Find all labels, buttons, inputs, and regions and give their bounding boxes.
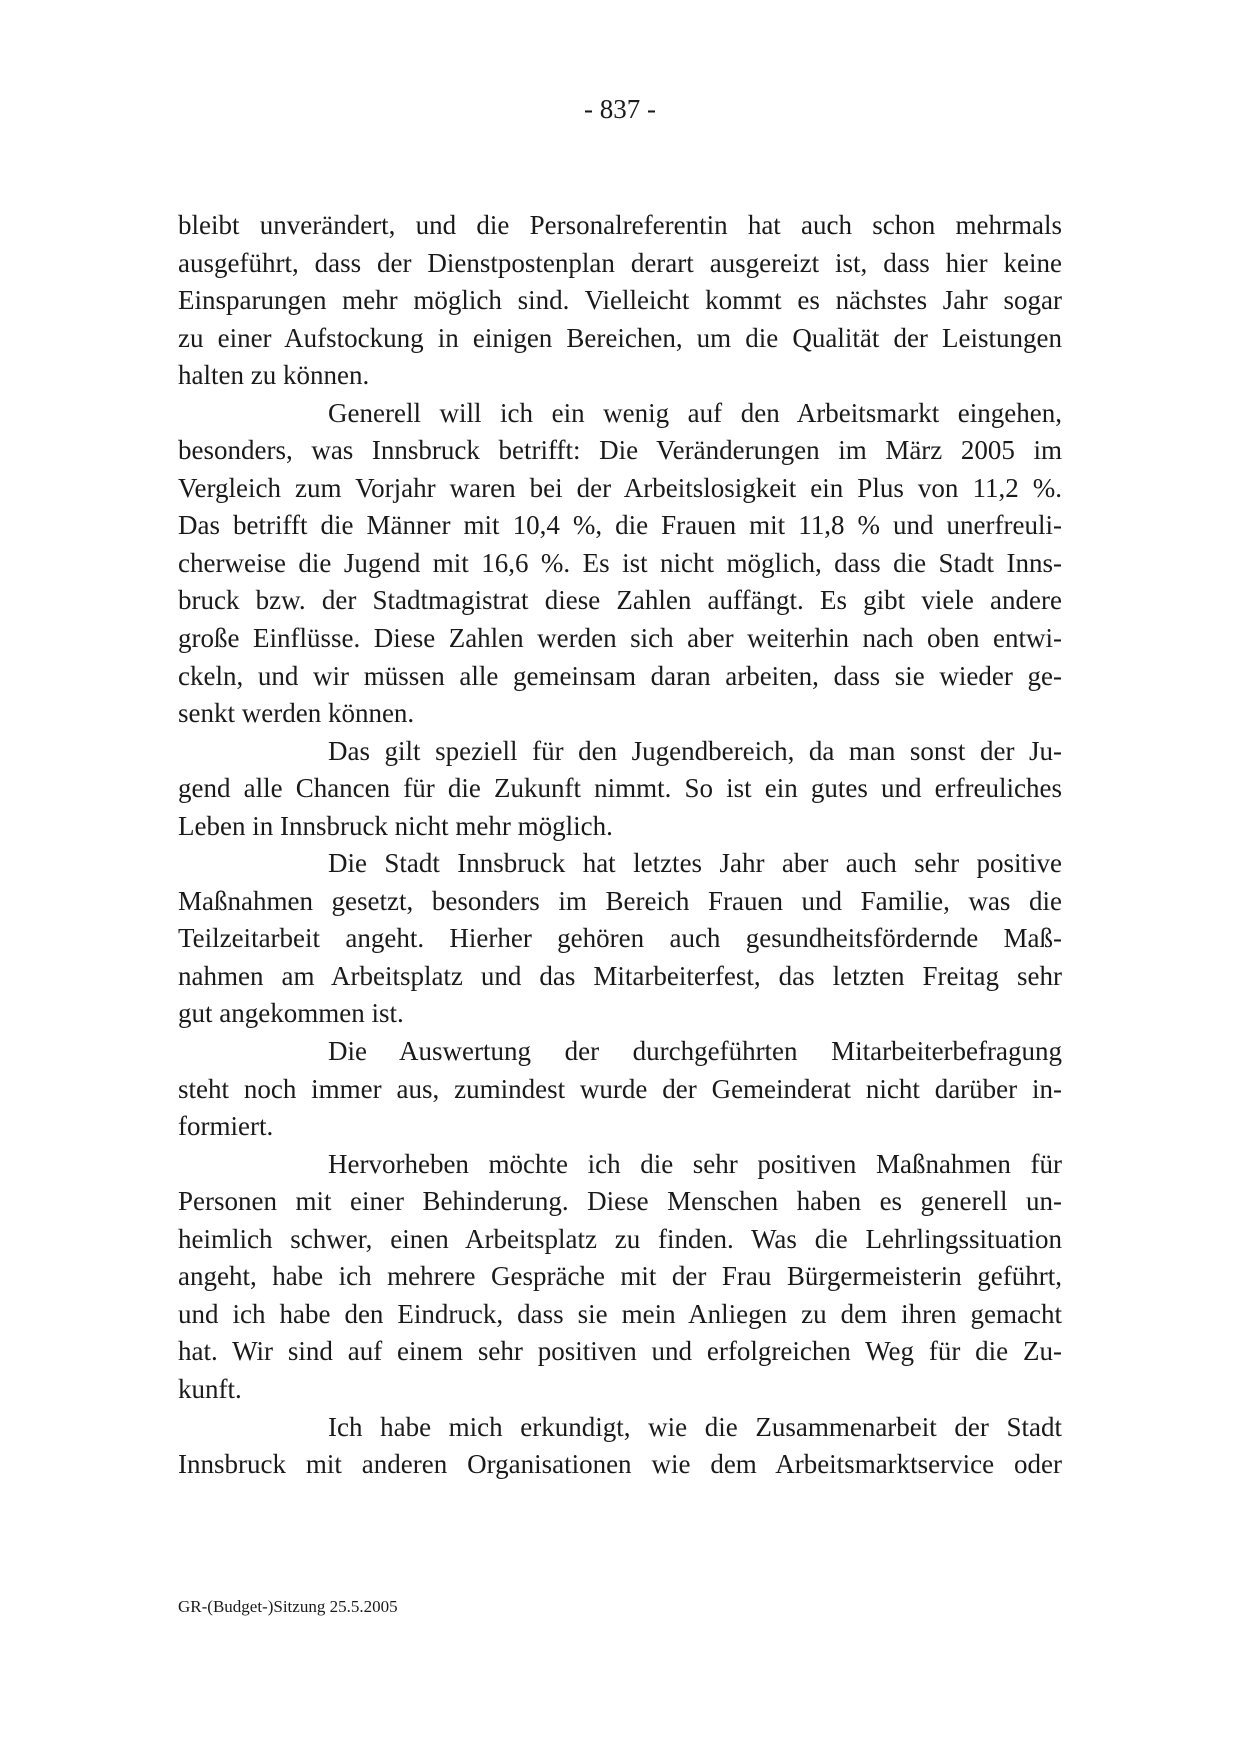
text-line: besonders, was Innsbruck betrifft: Die Veränderungen im März 2005 im <box>178 435 1062 466</box>
text-line: senkt werden können. <box>178 698 415 729</box>
paragraph-first-line: Ich habe mich erkundigt, wie die Zusammenarbeit der Stadt <box>328 1411 1062 1442</box>
text-line: ckeln, und wir müssen alle gemeinsam daran arbeiten, dass sie wieder ge- <box>178 660 1062 691</box>
text-line: große Einflüsse. Diese Zahlen werden sich aber weiterhin nach oben entwi- <box>178 623 1062 654</box>
text-line: Teilzeitarbeit angeht. Hierher gehören auch gesundheitsfördernde Maß- <box>178 923 1062 954</box>
text-line: und ich habe den Eindruck, dass sie mein Anliegen zu dem ihren gemacht <box>178 1298 1062 1329</box>
text-line: Maßnahmen gesetzt, besonders im Bereich Frauen und Familie, was die <box>178 885 1062 916</box>
text-line: ausgeführt, dass der Dienstpostenplan derart ausgereizt ist, dass hier keine <box>178 247 1062 278</box>
text-line: heimlich schwer, einen Arbeitsplatz zu finden. Was die Lehrlingssituation <box>178 1223 1062 1254</box>
text-line: Personen mit einer Behinderung. Diese Menschen haben es generell un- <box>178 1186 1062 1217</box>
text-line: angeht, habe ich mehrere Gespräche mit der Frau Bürgermeisterin geführt, <box>178 1261 1062 1292</box>
text-line: formiert. <box>178 1111 274 1142</box>
body-text <box>178 207 1062 1484</box>
text-line: nahmen am Arbeitsplatz und das Mitarbeiterfest, das letzten Freitag sehr <box>178 960 1062 991</box>
paragraph-first-line: Generell will ich ein wenig auf den Arbeitsmarkt eingehen, <box>328 397 1062 428</box>
text-line: Leben in Innsbruck nicht mehr möglich. <box>178 810 613 841</box>
text-line: bruck bzw. der Stadtmagistrat diese Zahlen auffängt. Es gibt viele andere <box>178 585 1062 616</box>
text-line: steht noch immer aus, zumindest wurde der Gemeinderat nicht darüber in- <box>178 1073 1062 1104</box>
paragraph-first-line: Das gilt speziell für den Jugendbereich, da man sonst der Ju- <box>328 735 1062 766</box>
text-line: gut angekommen ist. <box>178 998 404 1029</box>
text-line: hat. Wir sind auf einem sehr positiven und erfolgreichen Weg für die Zu- <box>178 1336 1062 1367</box>
text-line: Das betrifft die Männer mit 10,4 %, die Frauen mit 11,8 % und unerfreuli- <box>178 510 1062 541</box>
paragraph-first-line: Die Auswertung der durchgeführten Mitarbeiterbefragung <box>328 1036 1062 1067</box>
text-line: zu einer Aufstockung in einigen Bereichen, um die Qualität der Leistungen <box>178 322 1062 353</box>
text-line: gend alle Chancen für die Zukunft nimmt. So ist ein gutes und erfreuliches <box>178 773 1062 804</box>
page-number: - 837 - <box>584 94 656 124</box>
text-line: Innsbruck mit anderen Organisationen wie dem Arbeitsmarktservice oder <box>178 1449 1062 1480</box>
text-line: halten zu können. <box>178 360 370 391</box>
paragraph-first-line: Die Stadt Innsbruck hat letztes Jahr aber auch sehr positive <box>328 848 1062 879</box>
text-line: kunft. <box>178 1373 242 1404</box>
text-line: Vergleich zum Vorjahr waren bei der Arbeitslosigkeit ein Plus von 11,2 %. <box>178 472 1062 503</box>
text-line: bleibt unverändert, und die Personalreferentin hat auch schon mehrmals <box>178 210 1062 240</box>
page-footer: GR-(Budget-)Sitzung 25.5.2005 <box>178 1597 398 1616</box>
paragraph-first-line: Hervorheben möchte ich die sehr positiven Maßnahmen für <box>328 1148 1062 1179</box>
text-line: cherweise die Jugend mit 16,6 %. Es ist nicht möglich, dass die Stadt Inns- <box>178 547 1062 578</box>
text-line: Einsparungen mehr möglich sind. Vielleicht kommt es nächstes Jahr sogar <box>178 285 1062 316</box>
